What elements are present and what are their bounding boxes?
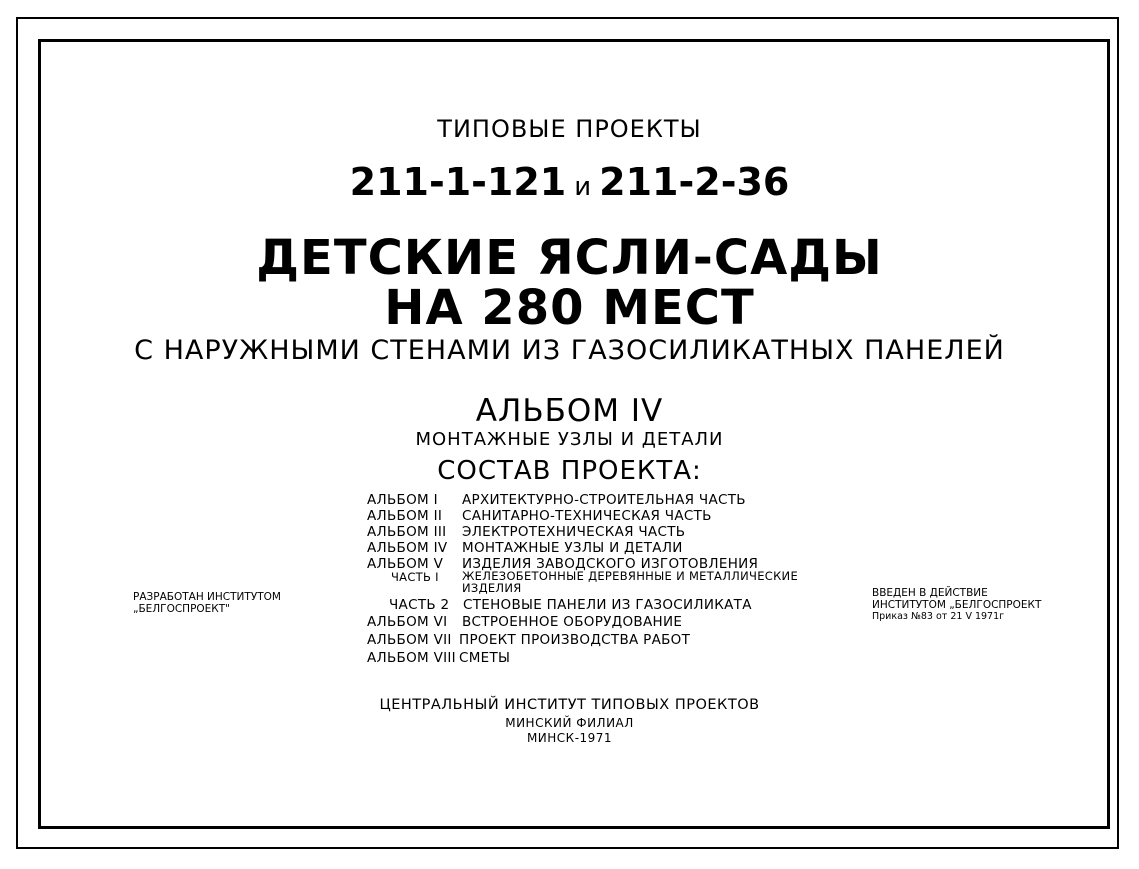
- contents-heading: СОСТАВ ПРОЕКТА:: [437, 456, 702, 486]
- item-value-line-1: ЖЕЛЕЗОБЕТОННЫЕ ДЕРЕВЯННЫЕ И МЕТАЛЛИЧЕСКИЕ: [462, 569, 799, 583]
- list-item: [367, 632, 690, 648]
- item-value: ПРОЕКТ ПРОИЗВОДСТВА РАБОТ: [459, 632, 691, 648]
- item-value: САНИТАРНО-ТЕХНИЧЕСКАЯ ЧАСТЬ: [462, 508, 712, 524]
- list-item: [389, 597, 752, 613]
- developer-note: [133, 591, 281, 615]
- item-value: ЭЛЕКТРОТЕХНИЧЕСКАЯ ЧАСТЬ: [462, 524, 686, 540]
- item-key: АЛЬБОМ V: [367, 556, 444, 572]
- item-value: СТЕНОВЫЕ ПАНЕЛИ ИЗ ГАЗОСИЛИКАТА: [463, 597, 752, 613]
- enacted-line-1: ВВЕДЕН В ДЕЙСТВИЕ: [872, 587, 988, 599]
- album-description: МОНТАЖНЫЕ УЗЛЫ И ДЕТАЛИ: [415, 429, 724, 450]
- item-key: ЧАСТЬ 2: [389, 597, 450, 613]
- item-value: [462, 570, 798, 594]
- list-item: [367, 524, 685, 540]
- item-key: АЛЬБОМ VII: [367, 632, 452, 648]
- title-line-1: ДЕТСКИЕ ЯСЛИ-САДЫ: [256, 230, 883, 286]
- developer-line-1: РАЗРАБОТАН ИНСТИТУТОМ: [133, 591, 281, 603]
- item-value: СМЕТЫ: [459, 650, 511, 666]
- project-code-1: 211-1-121: [349, 160, 567, 204]
- project-code-2: 211-2-36: [599, 160, 790, 204]
- enacted-note: [872, 587, 1041, 623]
- album-name: АЛЬБОМ IV: [475, 393, 664, 429]
- enacted-line-2: ИНСТИТУТОМ „БЕЛГОСПРОЕКТ: [872, 599, 1042, 611]
- item-value: АРХИТЕКТУРНО-СТРОИТЕЛЬНАЯ ЧАСТЬ: [462, 492, 746, 508]
- item-key: АЛЬБОМ II: [367, 508, 443, 524]
- item-key: АЛЬБОМ VIII: [367, 650, 456, 666]
- item-key: АЛЬБОМ IV: [367, 540, 448, 556]
- list-item: [367, 540, 683, 556]
- project-codes: [0, 160, 1139, 204]
- title-line-2: НА 280 МЕСТ: [384, 280, 755, 336]
- list-item: [391, 570, 798, 594]
- list-item: [367, 492, 746, 508]
- developer-line-2: „БЕЛГОСПРОЕКТ": [133, 603, 230, 615]
- list-item: [367, 614, 682, 630]
- publication-place-year: МИНСК-1971: [526, 731, 613, 745]
- list-item: [367, 650, 510, 666]
- conjunction: и: [574, 172, 592, 202]
- publisher: ЦЕНТРАЛЬНЫЙ ИНСТИТУТ ТИПОВЫХ ПРОЕКТОВ: [379, 697, 760, 713]
- series-heading: ТИПОВЫЕ ПРОЕКТЫ: [437, 115, 702, 143]
- item-key: АЛЬБОМ I: [367, 492, 438, 508]
- item-value: ВСТРОЕННОЕ ОБОРУДОВАНИЕ: [462, 614, 683, 630]
- item-key: АЛЬБОМ VI: [367, 614, 448, 630]
- enacted-line-3: Приказ №83 от 21 V 1971г: [872, 611, 1005, 622]
- item-key: АЛЬБОМ III: [367, 524, 447, 540]
- list-item: [367, 508, 712, 524]
- subtitle: С НАРУЖНЫМИ СТЕНАМИ ИЗ ГАЗОСИЛИКАТНЫХ ПАНЕЛЕЙ: [134, 335, 1005, 366]
- item-value: МОНТАЖНЫЕ УЗЛЫ И ДЕТАЛИ: [462, 540, 683, 556]
- item-value-line-2: ИЗДЕЛИЯ: [462, 581, 522, 595]
- publisher-branch: МИНСКИЙ ФИЛИАЛ: [505, 716, 634, 730]
- item-value: ИЗДЕЛИЯ ЗАВОДСКОГО ИЗГОТОВЛЕНИЯ: [462, 556, 759, 572]
- item-key: ЧАСТЬ I: [391, 570, 439, 584]
